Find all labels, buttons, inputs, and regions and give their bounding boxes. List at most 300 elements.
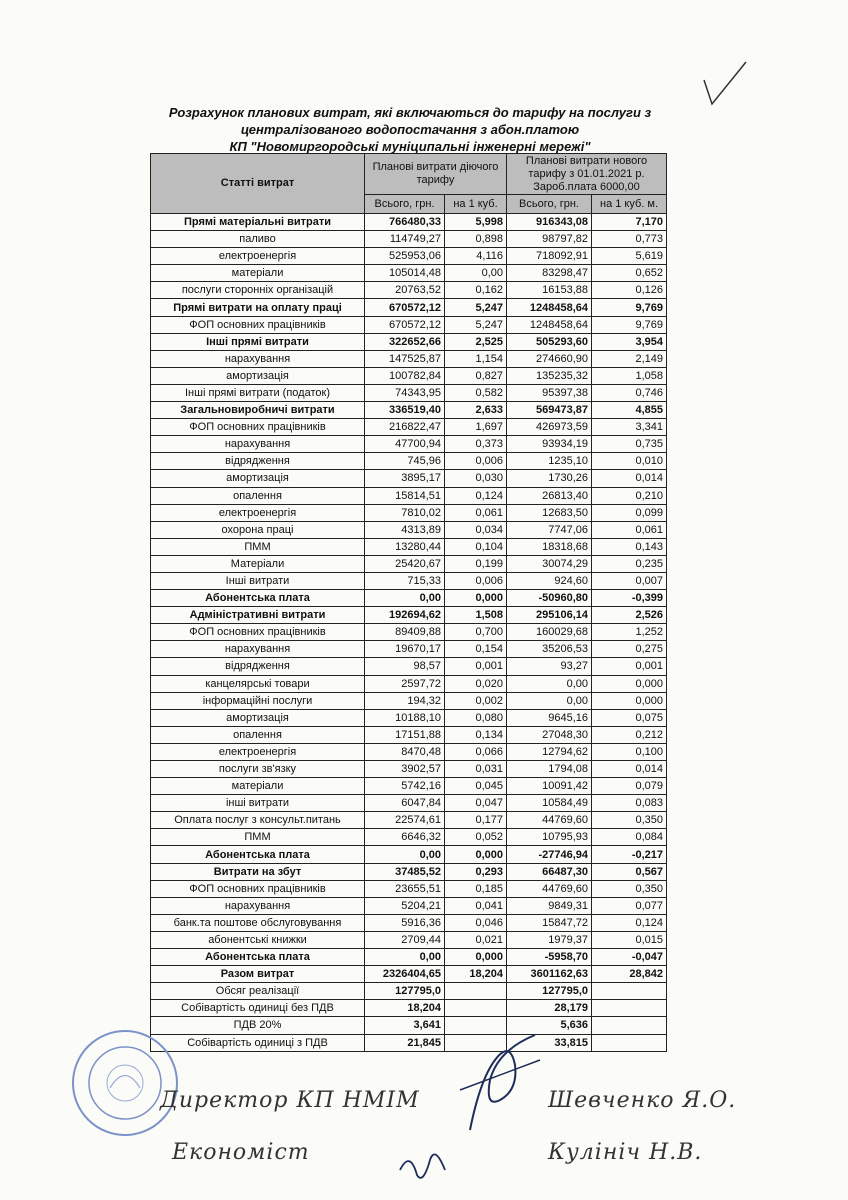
table-row [151,709,667,726]
row-total-new: 7747,06 [507,521,592,538]
row-per-cubic-new: 0,001 [592,658,667,675]
row-name: матеріали [151,778,365,795]
row-name: нарахування [151,641,365,658]
row-total-new: 95397,38 [507,384,592,401]
row-total-new: 10795,93 [507,829,592,846]
row-total-new: -50960,80 [507,590,592,607]
row-total-new: 93,27 [507,658,592,675]
row-total-new: 1794,08 [507,761,592,778]
table-row [151,470,667,487]
row-per-cubic-current: 0,000 [445,949,507,966]
row-total-new: 16153,88 [507,282,592,299]
row-total-current: 7810,02 [365,504,445,521]
row-per-cubic-current [445,983,507,1000]
row-name: матеріали [151,265,365,282]
row-total-new: 1730,26 [507,470,592,487]
row-per-cubic-new: 0,000 [592,675,667,692]
table-row [151,590,667,607]
row-total-current: 10188,10 [365,709,445,726]
row-per-cubic-new: 0,735 [592,436,667,453]
row-total-current: 0,00 [365,590,445,607]
row-per-cubic-current: 0,046 [445,914,507,931]
row-total-new: -27746,94 [507,846,592,863]
table-row [151,743,667,760]
table-row [151,248,667,265]
row-name: послуги зв'язку [151,761,365,778]
row-total-new: 924,60 [507,572,592,589]
table-row [151,333,667,350]
table-row [151,538,667,555]
title-line-3: КП "Новомиргородські муніципальні інженерні мережі" [229,139,591,154]
row-total-current: 23655,51 [365,880,445,897]
checkmark-icon [700,60,750,110]
table-row [151,829,667,846]
table-row [151,350,667,367]
row-name: канцелярські товари [151,675,365,692]
row-per-cubic-current: 0,006 [445,572,507,589]
row-per-cubic-new: 0,077 [592,897,667,914]
row-name: Загальновиробничі витрати [151,402,365,419]
row-total-current: 2597,72 [365,675,445,692]
row-total-new: 44769,60 [507,880,592,897]
row-total-new: 44769,60 [507,812,592,829]
row-name: Собівартість одиниці з ПДВ [151,1034,365,1051]
row-total-new: 0,00 [507,675,592,692]
row-name: Прямі матеріальні витрати [151,214,365,231]
row-name: ПММ [151,538,365,555]
row-name: нарахування [151,436,365,453]
row-per-cubic-new: 5,619 [592,248,667,265]
row-per-cubic-new: 0,014 [592,470,667,487]
row-per-cubic-new: 3,954 [592,333,667,350]
title-line-2: централізованого водопостачання з абон.платою [240,122,580,137]
table-row [151,504,667,521]
row-name: відрядження [151,453,365,470]
row-per-cubic-new [592,1017,667,1034]
table-row [151,880,667,897]
header-per-cubic-new: на 1 куб. м. [592,195,667,214]
row-name: паливо [151,231,365,248]
row-total-new: 66487,30 [507,863,592,880]
row-total-current: 525953,06 [365,248,445,265]
row-total-new: 505293,60 [507,333,592,350]
row-per-cubic-current: 0,162 [445,282,507,299]
row-total-current: 5742,16 [365,778,445,795]
row-total-new: 10584,49 [507,795,592,812]
row-per-cubic-current: 0,293 [445,863,507,880]
row-per-cubic-current: 0,00 [445,265,507,282]
row-name: Інші прямі витрати (податок) [151,384,365,401]
row-per-cubic-current: 5,998 [445,214,507,231]
row-total-current: 6047,84 [365,795,445,812]
row-per-cubic-new: 0,143 [592,538,667,555]
row-per-cubic-new: 0,652 [592,265,667,282]
row-per-cubic-new: 0,061 [592,521,667,538]
table-row [151,931,667,948]
row-total-current: 4313,89 [365,521,445,538]
row-per-cubic-current: 0,034 [445,521,507,538]
row-per-cubic-current: 0,185 [445,880,507,897]
row-total-new: 9849,31 [507,897,592,914]
row-per-cubic-current [445,1000,507,1017]
header-articles: Статті витрат [151,154,365,214]
row-name: відрядження [151,658,365,675]
row-per-cubic-current: 1,154 [445,350,507,367]
row-name: ФОП основних працівників [151,419,365,436]
row-total-new: 28,179 [507,1000,592,1017]
row-total-new: 1248458,64 [507,316,592,333]
cost-table [150,153,667,1052]
table-row [151,914,667,931]
row-total-current: 336519,40 [365,402,445,419]
row-total-current: 98,57 [365,658,445,675]
row-per-cubic-current: 5,247 [445,299,507,316]
row-total-new: 9645,16 [507,709,592,726]
row-name: абонентські книжки [151,931,365,948]
row-per-cubic-current: 0,052 [445,829,507,846]
table-row [151,641,667,658]
row-total-current: 670572,12 [365,299,445,316]
row-total-new: 1248458,64 [507,299,592,316]
row-per-cubic-current: 0,700 [445,624,507,641]
row-name: ПДВ 20% [151,1017,365,1034]
table-row [151,419,667,436]
row-total-new: 718092,91 [507,248,592,265]
row-name: Абонентська плата [151,949,365,966]
row-per-cubic-new: 0,100 [592,743,667,760]
row-name: електроенергія [151,743,365,760]
row-total-new: 274660,90 [507,350,592,367]
row-total-current: 2709,44 [365,931,445,948]
row-name: охорона праці [151,521,365,538]
table-row [151,299,667,316]
row-total-current: 22574,61 [365,812,445,829]
header-total: Всього, грн. [365,195,445,214]
row-name: Матеріали [151,555,365,572]
row-name: послуги сторонніх організацій [151,282,365,299]
row-total-current: 3895,17 [365,470,445,487]
table-row [151,1000,667,1017]
row-per-cubic-current: 0,124 [445,487,507,504]
row-per-cubic-new: 0,015 [592,931,667,948]
row-per-cubic-new: 4,855 [592,402,667,419]
row-total-new: 93934,19 [507,436,592,453]
row-per-cubic-current: 0,134 [445,726,507,743]
table-row [151,726,667,743]
row-total-current: 2326404,65 [365,966,445,983]
row-per-cubic-new: 0,014 [592,761,667,778]
table-row [151,402,667,419]
row-total-new: 30074,29 [507,555,592,572]
row-per-cubic-current: 0,041 [445,897,507,914]
row-name: ФОП основних працівників [151,316,365,333]
table-row [151,846,667,863]
row-per-cubic-new: 0,126 [592,282,667,299]
header-current-tariff: Планові витрати діючого тарифу [365,154,507,195]
row-per-cubic-new: -0,399 [592,590,667,607]
row-per-cubic-current: 0,827 [445,367,507,384]
row-total-current: 216822,47 [365,419,445,436]
row-total-current: 114749,27 [365,231,445,248]
row-name: електроенергія [151,504,365,521]
row-per-cubic-current: 0,199 [445,555,507,572]
table-row [151,692,667,709]
row-total-new: 135235,32 [507,367,592,384]
row-total-current: 5204,21 [365,897,445,914]
table-row [151,778,667,795]
row-total-new: 26813,40 [507,487,592,504]
header-new-tariff: Планові витрати нового тарифу з 01.01.2021 р. Зароб.плата 6000,00 [507,154,667,195]
row-name: Прямі витрати на оплату праці [151,299,365,316]
header-per-cubic: на 1 куб. [445,195,507,214]
row-total-new: 295106,14 [507,607,592,624]
row-total-current: 0,00 [365,846,445,863]
row-name: банк.та поштове обслуговування [151,914,365,931]
row-total-current: 322652,66 [365,333,445,350]
row-per-cubic-current: 0,154 [445,641,507,658]
row-total-current: 19670,17 [365,641,445,658]
director-label: Директор КП НМІМ [160,1088,420,1113]
row-per-cubic-current: 0,002 [445,692,507,709]
row-name: Витрати на збут [151,863,365,880]
row-name: ФОП основних працівників [151,880,365,897]
row-per-cubic-current: 18,204 [445,966,507,983]
row-per-cubic-new: 9,769 [592,316,667,333]
row-per-cubic-new: 0,212 [592,726,667,743]
row-total-current: 8470,48 [365,743,445,760]
row-total-current: 21,845 [365,1034,445,1051]
table-row [151,316,667,333]
document-title [150,104,670,155]
row-per-cubic-current: 0,373 [445,436,507,453]
row-per-cubic-current: 0,045 [445,778,507,795]
row-total-current: 745,96 [365,453,445,470]
table-row [151,949,667,966]
row-per-cubic-current: 0,000 [445,846,507,863]
row-name: Собівартість одиниці без ПДВ [151,1000,365,1017]
table-row [151,384,667,401]
row-total-new: 98797,82 [507,231,592,248]
row-total-current: 47700,94 [365,436,445,453]
table-row [151,795,667,812]
row-per-cubic-new: 0,773 [592,231,667,248]
row-name: Абонентська плата [151,590,365,607]
header-total-new: Всього, грн. [507,195,592,214]
row-total-current: 17151,88 [365,726,445,743]
row-per-cubic-new: 1,252 [592,624,667,641]
table-row [151,1034,667,1051]
row-per-cubic-new: 0,007 [592,572,667,589]
table-row [151,897,667,914]
row-total-current: 3,641 [365,1017,445,1034]
row-per-cubic-new: 0,124 [592,914,667,931]
row-name: опалення [151,726,365,743]
table-row [151,624,667,641]
row-per-cubic-new: 7,170 [592,214,667,231]
row-total-current: 37485,52 [365,863,445,880]
row-per-cubic-new: 0,079 [592,778,667,795]
row-per-cubic-new: 3,341 [592,419,667,436]
stamp-seal [70,1028,180,1138]
table-row [151,1017,667,1034]
row-total-new: 3601162,63 [507,966,592,983]
table-row [151,761,667,778]
row-total-current: 766480,33 [365,214,445,231]
row-name: ПММ [151,829,365,846]
row-per-cubic-new: 0,099 [592,504,667,521]
row-total-new: 160029,68 [507,624,592,641]
row-per-cubic-new: 0,083 [592,795,667,812]
row-per-cubic-current: 1,697 [445,419,507,436]
row-per-cubic-new: -0,217 [592,846,667,863]
row-total-current: 100782,84 [365,367,445,384]
row-per-cubic-new [592,1034,667,1051]
row-total-current: 192694,62 [365,607,445,624]
row-name: опалення [151,487,365,504]
table-row [151,966,667,983]
row-total-current: 20763,52 [365,282,445,299]
row-per-cubic-current: 0,031 [445,761,507,778]
row-total-new: 83298,47 [507,265,592,282]
row-total-new: 12683,50 [507,504,592,521]
row-per-cubic-new: 1,058 [592,367,667,384]
row-name: Інші витрати [151,572,365,589]
row-per-cubic-current: 0,061 [445,504,507,521]
row-name: амортизація [151,367,365,384]
row-total-new: 35206,53 [507,641,592,658]
row-name: Інші прямі витрати [151,333,365,350]
row-per-cubic-new: 0,567 [592,863,667,880]
row-name: ФОП основних працівників [151,624,365,641]
row-per-cubic-new: 0,746 [592,384,667,401]
row-per-cubic-current: 0,080 [445,709,507,726]
row-total-current: 18,204 [365,1000,445,1017]
row-name: амортизація [151,709,365,726]
table-row [151,607,667,624]
economist-label: Економіст [172,1140,310,1165]
table-row [151,555,667,572]
row-total-current: 127795,0 [365,983,445,1000]
row-name: Оплата послуг з консульт.питань [151,812,365,829]
row-total-new: 33,815 [507,1034,592,1051]
row-total-new: 916343,08 [507,214,592,231]
table-row [151,658,667,675]
row-per-cubic-new: 0,210 [592,487,667,504]
row-per-cubic-new: 0,075 [592,709,667,726]
row-total-current: 0,00 [365,949,445,966]
table-row [151,521,667,538]
table-row [151,282,667,299]
row-total-new: 12794,62 [507,743,592,760]
row-total-new: 10091,42 [507,778,592,795]
row-per-cubic-current: 2,525 [445,333,507,350]
row-per-cubic-new: 0,275 [592,641,667,658]
table-row [151,453,667,470]
row-total-current: 194,32 [365,692,445,709]
row-total-current: 5916,36 [365,914,445,931]
row-per-cubic-new: 2,526 [592,607,667,624]
row-total-new: 426973,59 [507,419,592,436]
row-total-new: 1235,10 [507,453,592,470]
director-name: Шевченко Я.О. [548,1088,737,1113]
row-name: інші витрати [151,795,365,812]
row-per-cubic-current: 2,633 [445,402,507,419]
economist-name: Кулініч Н.В. [548,1140,703,1165]
row-per-cubic-current: 0,000 [445,590,507,607]
row-total-current: 13280,44 [365,538,445,555]
row-name: нарахування [151,350,365,367]
row-per-cubic-new: 0,084 [592,829,667,846]
row-total-current: 147525,87 [365,350,445,367]
row-name: Абонентська плата [151,846,365,863]
table-row [151,231,667,248]
row-per-cubic-current: 0,066 [445,743,507,760]
row-per-cubic-current: 0,030 [445,470,507,487]
row-total-new: 127795,0 [507,983,592,1000]
row-total-current: 15814,51 [365,487,445,504]
row-per-cubic-new: 9,769 [592,299,667,316]
row-per-cubic-new: 0,350 [592,880,667,897]
row-total-current: 715,33 [365,572,445,589]
row-per-cubic-new: 28,842 [592,966,667,983]
row-per-cubic-current: 0,047 [445,795,507,812]
row-per-cubic-new: 0,000 [592,692,667,709]
table-row [151,983,667,1000]
table-row [151,436,667,453]
row-per-cubic-new [592,1000,667,1017]
row-per-cubic-current: 0,021 [445,931,507,948]
row-total-new: 569473,87 [507,402,592,419]
row-name: Адміністративні витрати [151,607,365,624]
row-name: нарахування [151,897,365,914]
row-per-cubic-current: 0,582 [445,384,507,401]
table-row [151,572,667,589]
row-total-new: 0,00 [507,692,592,709]
economist-signature [395,1140,455,1190]
row-name: електроенергія [151,248,365,265]
row-name: амортизація [151,470,365,487]
row-per-cubic-current: 0,001 [445,658,507,675]
row-per-cubic-current: 0,177 [445,812,507,829]
row-per-cubic-new [592,983,667,1000]
row-total-new: 18318,68 [507,538,592,555]
table-row [151,812,667,829]
row-per-cubic-current: 0,898 [445,231,507,248]
row-per-cubic-new: 0,350 [592,812,667,829]
row-per-cubic-new: 2,149 [592,350,667,367]
row-per-cubic-new: 0,235 [592,555,667,572]
table-row [151,675,667,692]
table-row [151,487,667,504]
table-row [151,367,667,384]
row-total-current: 105014,48 [365,265,445,282]
row-total-current: 89409,88 [365,624,445,641]
row-per-cubic-current: 1,508 [445,607,507,624]
row-per-cubic-current: 0,020 [445,675,507,692]
row-per-cubic-current: 5,247 [445,316,507,333]
row-total-current: 74343,95 [365,384,445,401]
director-signature [440,1020,550,1140]
row-per-cubic-current: 0,006 [445,453,507,470]
row-total-current: 670572,12 [365,316,445,333]
row-total-new: 15847,72 [507,914,592,931]
row-per-cubic-current: 4,116 [445,248,507,265]
row-total-current: 25420,67 [365,555,445,572]
row-per-cubic-new: 0,010 [592,453,667,470]
row-name: інформаційні послуги [151,692,365,709]
row-name: Разом витрат [151,966,365,983]
row-total-current: 6646,32 [365,829,445,846]
